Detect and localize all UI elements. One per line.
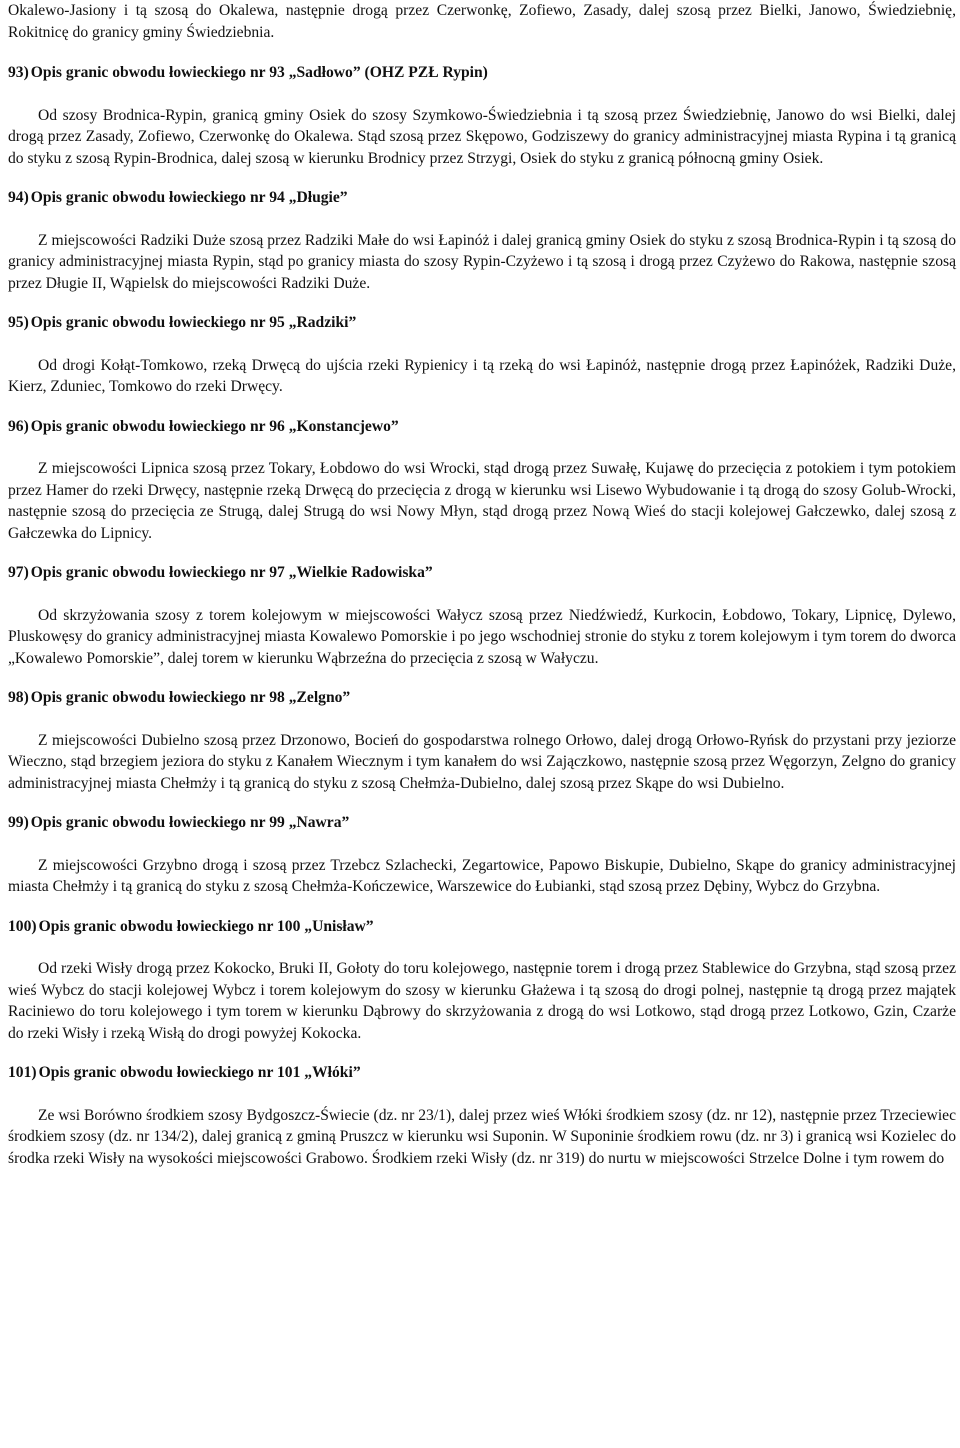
section-93 [8, 62, 956, 169]
section-text: Z miejscowości Lipnica szosą przez Tokary, Łobdowo do wsi Wrocki, stąd drogą przez Suwałę, Kujawę do przecięcia z potokiem i tym potokiem przez Hamer do rzeki Drwęcy, następnie rzeką Drwęcą do przecięcia z drogą w kierunku wsi Lisewo Wybudowanie i tą drogą do szosy Golub-Wrocki, następnie szosą do przecięcia ze Strugą, dalej Strugą do wsi Nowy Młyn, stąd drogą przez Nową Wieś do stacji kolejowej Gałczewko, dalej szosą z Gałczewka do Lipnicy. [8, 460, 956, 542]
section-text: Od szosy Brodnica-Rypin, granicą gminy Osiek do szosy Szymkowo-Świedziebnia i tą szosą przez Świedziebnię, Janowo do wsi Bielki, dalej drogą przez Zasady, Zofiewo, Czerwonkę do Okalewa. Stąd szosą przez Skępowo, Godziszewy do granicy administracyjnej miasta Rypina i tą granicą do styku z szosą Rypin-Brodnica, dalej szosą w kierunku Brodnicy przez Strzygi, Osiek do styku z granicą północną gminy Osiek. [8, 106, 956, 167]
section-title: Opis granic obwodu łowieckiego nr 97 „Wielkie Radowiska” [30, 564, 433, 581]
section-heading [8, 416, 956, 438]
section-number: 99) [8, 814, 29, 831]
section-text: Od drogi Kołąt-Tomkowo, rzeką Drwęcą do ujścia rzeki Rypienicy i tą rzeką do wsi Łapinóż, następnie drogą przez Łapinóżek, Radziki Duże, Kierz, Zduniec, Tomkowo do rzeki Drwęcy. [8, 356, 956, 395]
section-98 [8, 687, 956, 794]
intro-paragraph: Okalewo-Jasiony i tą szosą do Okalewa, następnie drogą przez Czerwonkę, Zofiewo, Zasady, dalej szosą przez Bielki, Janowo, Świedziebnię, Rokitnicę do granicy gminy Świedziebnia. [8, 2, 956, 41]
section-text: Z miejscowości Grzybno drogą i szosą przez Trzebcz Szlachecki, Zegartowice, Papowo Biskupie, Dubielno, Skąpe do granicy administracyjnej miasta Chełmży i tą granicą do styku z szosą Chełmża-Kończewice, Warszewice do Łubianki, stąd szosą przez Dębiny, Wybcz do Grzybna. [8, 856, 956, 895]
document-page [8, 0, 956, 1169]
section-95 [8, 312, 956, 398]
section-heading [8, 812, 956, 834]
section-number: 98) [8, 689, 29, 706]
section-heading [8, 916, 956, 938]
section-heading [8, 62, 956, 84]
section-title: Opis granic obwodu łowieckiego nr 101 „Włóki” [38, 1064, 361, 1081]
section-heading [8, 562, 956, 584]
section-text: Ze wsi Borówno środkiem szosy Bydgoszcz-Świecie (dz. nr 23/1), dalej przez wieś Włóki środkiem szosy (dz. nr 12), następnie przez Trzeciewiec środkiem szosy (dz. nr 134/2), dalej granicą z gminą Pruszcz w kierunku wsi Suponin. W Suponinie środkiem rowu (dz. nr 3) i granicą wsi Kozielec do środka rzeki Wisły na wysokości miejscowości Grabowo. Środkiem rzeki Wisły (dz. nr 319) do nurtu w miejscowości Strzelce Dolne i tym rowem do [8, 1106, 956, 1167]
section-number: 97) [8, 564, 29, 581]
section-96 [8, 416, 956, 545]
section-99 [8, 812, 956, 898]
section-heading [8, 187, 956, 209]
section-100 [8, 916, 956, 1045]
section-heading [8, 1062, 956, 1084]
section-title: Opis granic obwodu łowieckiego nr 99 „Nawra” [30, 814, 350, 831]
section-text: Z miejscowości Dubielno szosą przez Drzonowo, Bocień do gospodarstwa rolnego Orłowo, dalej drogą Orłowo-Ryńsk do przystani przy jeziorze Wieczno, stąd brzegiem jeziora do styku z Kanałem Wiecznym i tym kanałem do wsi Zajączkowo, następnie szosą przez Węgorzyn, Zelgno do granicy administracyjnej miasta Chełmży i tą granicą do styku z szosą Chełmża-Dubielno, dalej szosą przez Skąpe do wsi Dubielno. [8, 731, 956, 792]
section-heading [8, 312, 956, 334]
section-number: 95) [8, 314, 29, 331]
section-94 [8, 187, 956, 294]
section-text: Od skrzyżowania szosy z torem kolejowym w miejscowości Wałycz szosą przez Niedźwiedź, Kurkocin, Łobdowo, Tokary, Lipnicę, Dylewo, Pluskowęsy do granicy administracyjnej miasta Kowalewo Pomorskie i po jego wschodniej stronie do styku z torem kolejowym i tym torem do dworca „Kowalewo Pomorskie”, dalej torem w kierunku Wąbrzeźna do przecięcia z szosą w Wałyczu. [8, 606, 956, 667]
section-title: Opis granic obwodu łowieckiego nr 98 „Zelgno” [30, 689, 351, 706]
section-title: Opis granic obwodu łowieckiego nr 93 „Sadłowo” (OHZ PZŁ Rypin) [30, 64, 488, 81]
section-101 [8, 1062, 956, 1169]
section-97 [8, 562, 956, 669]
section-number: 101) [8, 1064, 37, 1081]
section-number: 93) [8, 64, 29, 81]
section-title: Opis granic obwodu łowieckiego nr 96 „Konstancjewo” [30, 417, 399, 435]
section-number: 100) [8, 917, 37, 935]
section-number: 96) [8, 417, 29, 435]
section-text: Od rzeki Wisły drogą przez Kokocko, Bruki II, Gołoty do toru kolejowego, następnie torem i drogą przez Stablewice do Grzybna, stąd szosą przez wieś Wybcz do stacji kolejowej Wybcz i torem kolejowym do szosy w kierunku Głażewa i tą szosą do drogi polnej, następnie tą drogą przez majątek Raciniewo do toru kolejowego i tym torem w kierunku Dąbrowy do skrzyżowania z drogą do wsi Lotkowo, stąd drogą przez Lotkowo, Gzin, Czarże do rzeki Wisły i rzeką Wisłą do drogi powyżej Kokocka. [8, 960, 956, 1042]
section-title: Opis granic obwodu łowieckiego nr 100 „Unisław” [38, 917, 374, 935]
section-title: Opis granic obwodu łowieckiego nr 94 „Długie” [30, 189, 348, 206]
section-text: Z miejscowości Radziki Duże szosą przez Radziki Małe do wsi Łapinóż i dalej granicą gminy Osiek do styku z szosą Brodnica-Rypin i tą szosą do granicy administracyjnej miasta Rypin, stąd po granicy miasta do szosy Rypin-Czyżewo i tą szosą i drogą przez Czyżewo do Rakowa, następnie szosą przez Długie II, Wąpielsk do miejscowości Radziki Duże. [8, 231, 956, 292]
section-title: Opis granic obwodu łowieckiego nr 95 „Radziki” [30, 314, 357, 331]
section-heading [8, 687, 956, 709]
section-number: 94) [8, 189, 29, 206]
